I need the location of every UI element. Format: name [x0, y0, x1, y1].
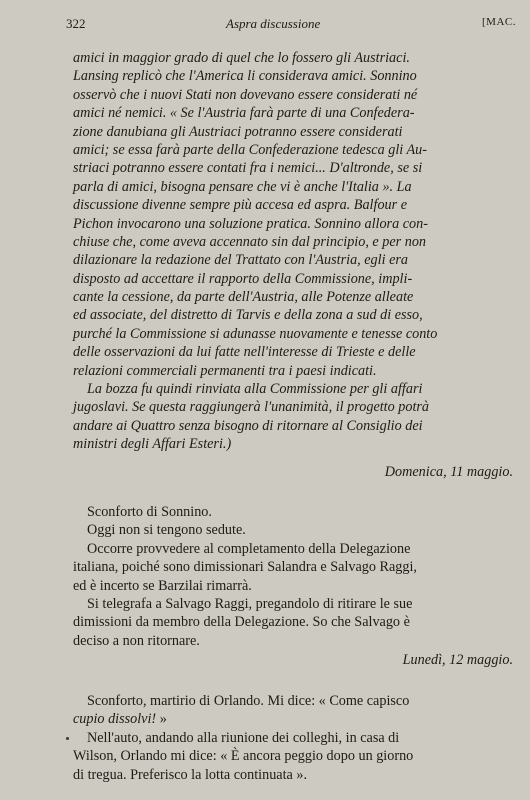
text-line: Si telegrafa a Salvago Raggi, pregandolo di ritirare le sue [87, 595, 413, 612]
text-line: discussione divenne sempre più accesa ed aspra. Balfour e [73, 197, 407, 214]
text-line: cante la cessione, da parte dell'Austria, alle Potenze alleate [73, 289, 414, 306]
text-line: chiuse che, come aveva accennato sin dal principio, e per non [73, 233, 427, 250]
text-line: Lansing replicò che l'America li considerava amici. Sonnino [73, 68, 417, 85]
text-line: parla di amici, bisogna pensare che vi è anche l'Italia ». La [73, 178, 412, 195]
text-line: relazioni commerciali permanenti tra i paesi indicati. [73, 362, 377, 379]
text-line: Sconforto di Sonnino. [87, 504, 212, 520]
text-line: osservò che i nuovi Stati non dovevano essere considerati né [73, 86, 418, 103]
text-line: striaci potranno essere contati fra i nemici... D'altronde, se si [73, 160, 423, 177]
text-line: dilazionare la redazione del Trattato con l'Austria, egli era [73, 252, 408, 269]
date-line: Domenica, 11 maggio. [384, 464, 513, 480]
text-line: Oggi non si tengono sedute. [87, 522, 246, 539]
text-line: andare ai Quattro senza bisogno di ritornare al Consiglio dei [73, 417, 423, 434]
text-line: amici né nemici. « Se l'Austria farà parte di una Confedera- [73, 105, 415, 122]
text-line: ed associate, del distretto di Tarvis e della zona a sud di esso, [73, 307, 423, 324]
text-line: ed è incerto se Barzilai rimarrà. [73, 577, 252, 594]
text-line: amici; se essa farà parte della Confederazione tedesca gli Au- [73, 141, 427, 158]
text-line: disposto ad accettare il rapporto della Commissione, impli- [73, 270, 413, 287]
page-number: 322 [66, 16, 86, 31]
running-title: Aspra discussione [226, 16, 321, 31]
text-line: delle osservazioni da lui fatte nell'interesse di Trieste e delle [73, 344, 416, 361]
text-line: italiana, poiché sono dimissionari Salandra e Salvago Raggi, [73, 559, 417, 576]
text-line: purché la Commissione si adunasse nuovamente e tenesse conto [73, 325, 438, 342]
text-line: amici in maggior grado di quel che lo fossero gli Austriaci. [73, 50, 410, 66]
text-line: La bozza fu quindi rinviata alla Commissione per gli affari [87, 381, 423, 397]
print-speck [66, 737, 69, 740]
day2-entry [73, 692, 513, 784]
quote-close: » [156, 711, 167, 728]
running-head-right: [MAC. [482, 16, 516, 28]
text-line: Pichon invocarono una soluzione pratica. Sonnino allora con- [73, 215, 428, 232]
date-line: Lunedì, 12 maggio. [402, 652, 513, 668]
latin-quote: cupio dissolvi! [73, 711, 157, 728]
italic-paragraph-1 [73, 49, 513, 380]
text-line: zione danubiana gli Austriaci potranno essere considerati [73, 123, 403, 140]
diary-date-12-may [73, 651, 517, 669]
text-line [73, 710, 513, 728]
text-line: Occorre provvedere al completamento della Delegazione [87, 540, 411, 557]
text-line: Sconforto, martirio di Orlando. Mi dice: « Come capisco [87, 693, 410, 709]
text-line: jugoslavi. Se questa raggiungerà l'unanimità, il progetto potrà [73, 399, 430, 416]
text-line: deciso a non ritornare. [73, 632, 200, 649]
text-line: Wilson, Orlando mi dice: « È ancora peggio dopo un giorno [73, 748, 414, 765]
page-header [66, 16, 516, 40]
italic-paragraph-2 [73, 380, 513, 454]
text-line: dimissioni da membro della Delegazione. So che Salvago è [73, 614, 410, 631]
text-line: Nell'auto, andando alla riunione dei colleghi, in casa di [87, 729, 400, 746]
diary-date-11-may [73, 463, 517, 481]
text-line: di tregua. Preferisco la lotta continuata ». [73, 766, 308, 783]
day1-entry [73, 503, 513, 650]
text-line: ministri degli Affari Esteri.) [73, 436, 232, 453]
